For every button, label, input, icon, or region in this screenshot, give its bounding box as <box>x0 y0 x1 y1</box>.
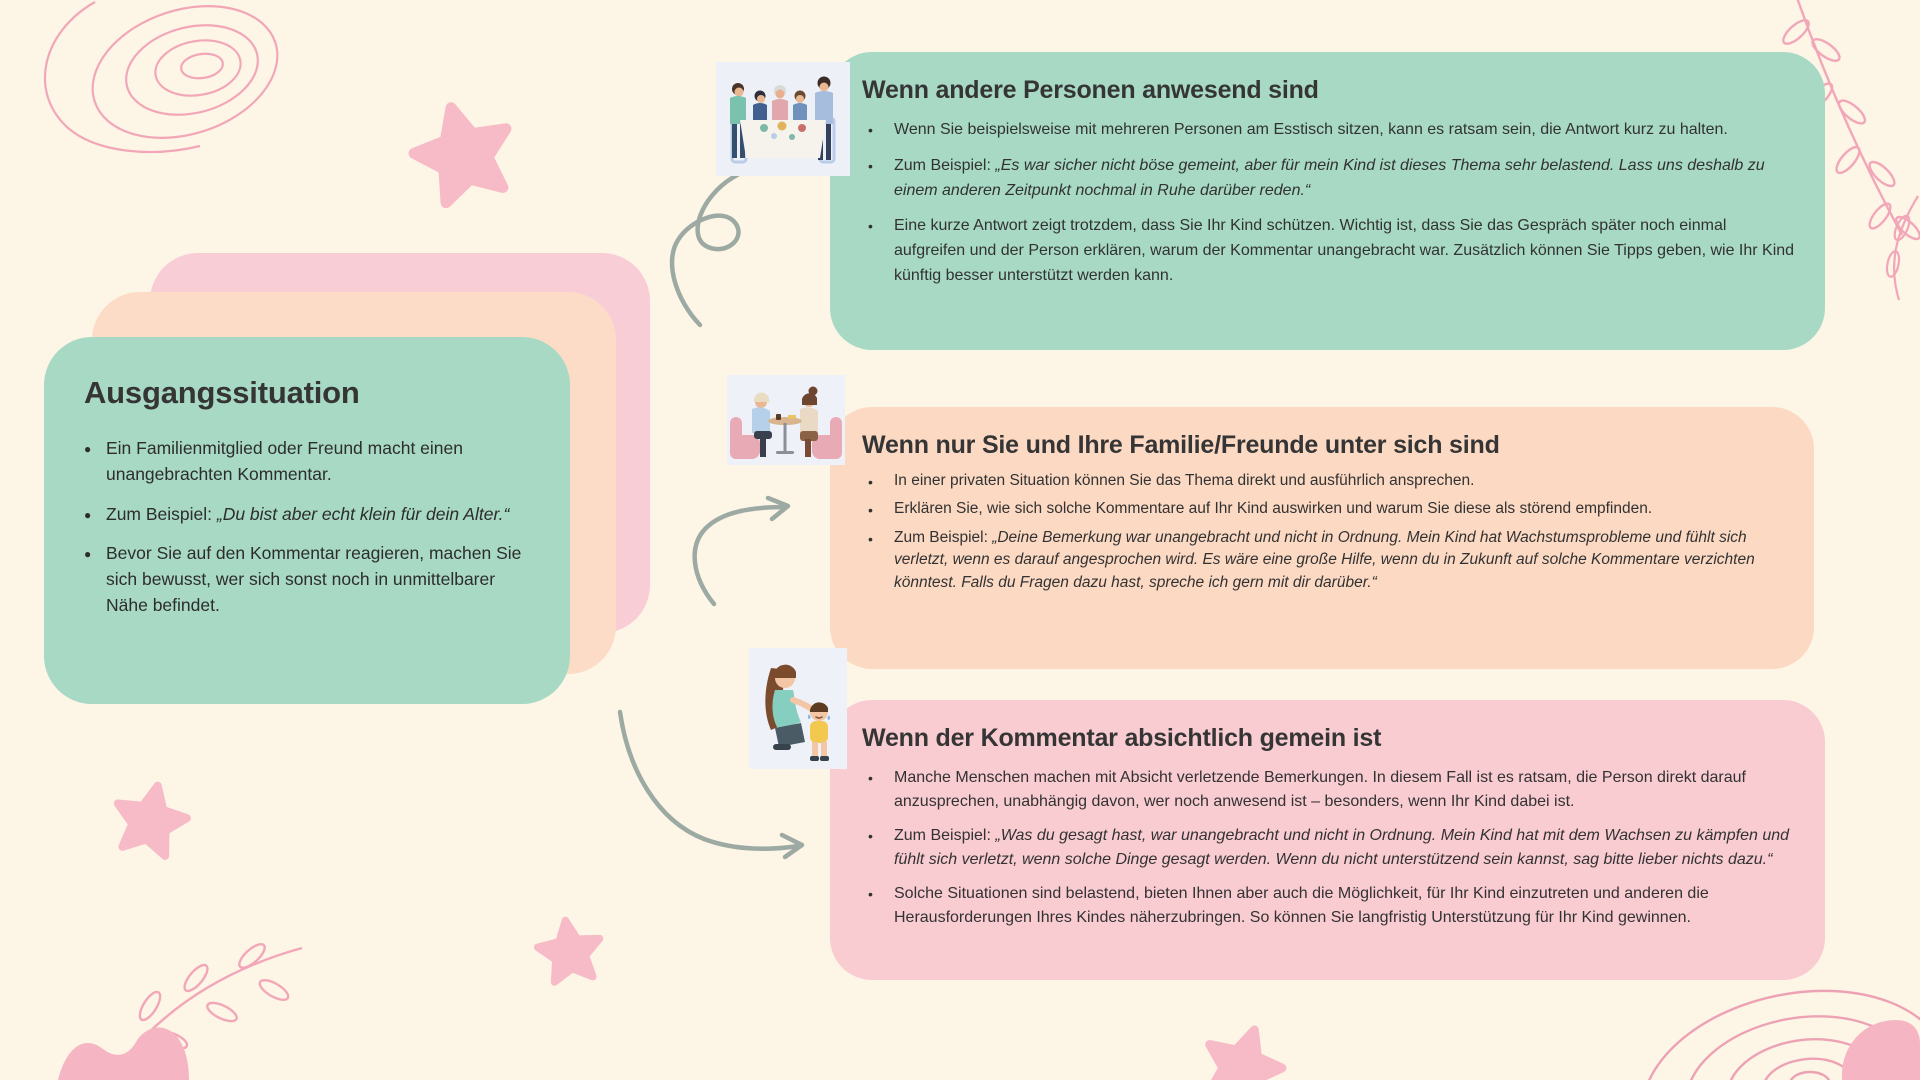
bullet-marker: • <box>868 530 873 547</box>
bullet-item <box>868 498 1784 520</box>
bullet-list-family-friends <box>862 470 1784 594</box>
star-decoration-bottom-center <box>534 916 604 984</box>
bullet-text: Zum Beispiel: „Deine Bemerkung war unangebracht und nicht in Ordnung. Mein Kind hat Wachstumsprobleme und fühlt sich verletzt, wenn es darauf angesprochen wird. Es wäre eine große Hilfe, wenn du in Zukunft auf solche Kommentare verzichten könntest. Falls du Fragen dazu hast, spreche ich gern mit dir darüber.“ <box>894 528 1755 591</box>
family-dinner-illustration <box>716 62 850 176</box>
mother-child-graphic <box>749 648 847 769</box>
bullet-text: Erklären Sie, wie sich solche Kommentare auf Ihr Kind auswirken und warum Sie diese als störend empfinden. <box>894 500 1653 518</box>
card-title-ausgangssituation: Ausgangssituation <box>84 375 360 410</box>
bullet-item <box>868 766 1795 814</box>
bullet-marker: ● <box>84 546 92 561</box>
card-others-present <box>830 52 1825 350</box>
bullet-item <box>868 118 1795 143</box>
bullet-marker: • <box>868 886 873 902</box>
bullet-text: Ein Familienmitglied oder Freund macht einen unangebrachten Kommentar. <box>106 438 463 485</box>
bullet-list-others-present <box>862 118 1795 289</box>
family-dinner-graphic <box>716 62 850 176</box>
bullet-item <box>868 882 1795 930</box>
cafe-couple-graphic <box>727 375 845 465</box>
card-ausgangssituation <box>44 337 570 704</box>
bullet-marker: • <box>868 770 873 786</box>
rose-outline-top-left-decoration <box>45 0 295 160</box>
bullet-item <box>868 154 1795 204</box>
bullet-text: Zum Beispiel: „Was du gesagt hast, war unangebracht und nicht in Ordnung. Mein Kind hat mit dem Wachsen zu kämpfen und fühlt sich verletzt, wenn solche Dinge gesagt werden. Wenn du nicht unterstützend sein kannst, sag bitte lieber nichts dazu.“ <box>894 827 1790 868</box>
mother-child-illustration <box>749 648 847 769</box>
bullet-marker: • <box>868 502 873 519</box>
bullet-text: Eine kurze Antwort zeigt trotzdem, dass Sie Ihr Kind schützen. Wichtig ist, dass Sie das Gespräch später noch einmal aufgreifen und der Person erklären, warum der Kommentar unangebracht war. Zusätzlich können Sie Tipps geben, wie Ihr Kind künftig besser unterstützt werden kann. <box>894 217 1795 284</box>
bullet-text: Bevor Sie auf den Kommentar reagieren, machen Sie sich bewusst, wer sich sonst noch in unmittelbarer Nähe befindet. <box>106 542 522 616</box>
bullet-marker: ● <box>84 507 92 522</box>
star-decoration-left <box>405 95 520 207</box>
bullet-text: Zum Beispiel: „Es war sicher nicht böse gemeint, aber für mein Kind ist dieses Thema sehr belastend. Lass uns deshalb zu einem anderen Zeitpunkt nochmal in Ruhe darüber reden.“ <box>894 156 1765 199</box>
bullet-item <box>868 527 1784 594</box>
bullet-marker: • <box>868 218 873 235</box>
bullet-text: Manche Menschen machen mit Absicht verletzende Bemerkungen. In diesem Fall ist es ratsam, die Person direkt darauf anzusprechen, unabhängig davon, wer noch anwesend ist – besonders, wenn Ihr Kind dabei ist. <box>894 769 1746 810</box>
bullet-marker: ● <box>84 442 92 456</box>
bullet-list-ausgangssituation <box>84 435 530 619</box>
card-family-friends <box>830 407 1814 669</box>
bullet-item <box>868 824 1795 872</box>
card-mean-comment <box>830 700 1825 980</box>
bullet-marker: • <box>868 828 873 844</box>
bullet-text: Solche Situationen sind belastend, bieten Ihnen aber auch die Möglichkeit, für Ihr Kind einzutreten und anderen die Herausforderungen Ihres Kindes näherzubringen. So können Sie langfristig Unterstützung für Ihr Kind gewinnen. <box>894 885 1709 926</box>
arrow-to-card-family-friends <box>695 498 788 604</box>
bullet-item <box>84 540 530 619</box>
bullet-text: In einer privaten Situation können Sie das Thema direkt und ausführlich ansprechen. <box>894 472 1475 489</box>
rose-outline-bottom-right-decoration <box>1623 964 1920 1080</box>
cafe-couple-illustration <box>727 375 845 465</box>
bullet-item <box>84 501 530 527</box>
bullet-text: Wenn Sie beispielsweise mit mehreren Personen am Esstisch sitzen, kann es ratsam sein, die Antwort kurz zu halten. <box>894 121 1728 138</box>
bullet-text: Zum Beispiel: „Du bist aber echt klein für dein Alter.“ <box>106 503 510 524</box>
bullet-item <box>84 435 530 488</box>
pink-wave-bottom-left-decoration <box>58 1027 189 1080</box>
bullet-marker: • <box>868 122 873 138</box>
card-title-others-present: Wenn andere Personen anwesend sind <box>862 76 1319 104</box>
bullet-item <box>868 470 1784 492</box>
star-decoration-bottom-right <box>1196 1018 1291 1080</box>
pink-blob-bottom-right-decoration <box>1842 1020 1920 1080</box>
bullet-marker: • <box>868 157 873 174</box>
card-title-mean-comment: Wenn der Kommentar absichtlich gemein ist <box>862 724 1382 752</box>
star-decoration-bottom-left <box>109 778 192 858</box>
bullet-item <box>868 214 1795 288</box>
leaf-branch-bottom-left-decoration <box>105 940 302 1080</box>
bullet-list-mean-comment <box>862 766 1795 930</box>
card-title-family-friends: Wenn nur Sie und Ihre Familie/Freunde unter sich sind <box>862 431 1500 459</box>
bullet-marker: • <box>868 474 873 490</box>
leaf-sprig-right-decoration <box>1885 196 1918 300</box>
